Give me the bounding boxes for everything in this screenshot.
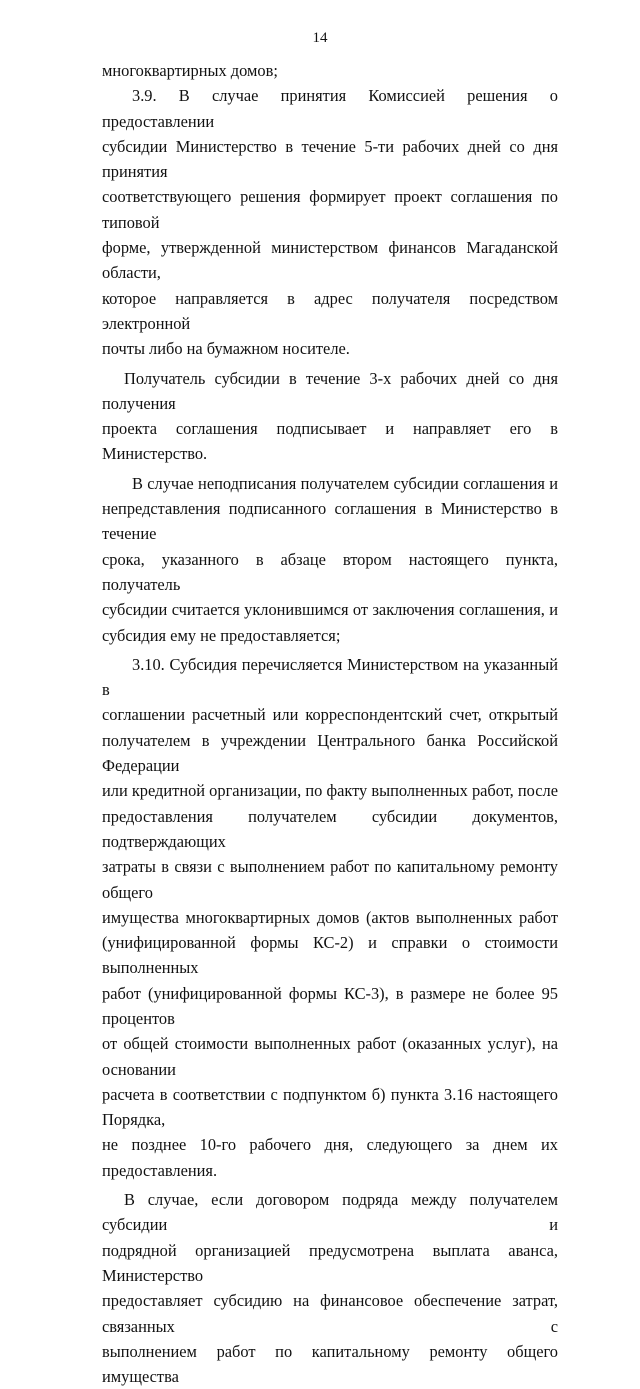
text-line: В случае, если договором подряда между получателем субсидии и xyxy=(102,1190,558,1235)
text-line: расчета в соответствии с подпунктом б) пункта 3.16 настоящего Порядка, xyxy=(102,1084,558,1130)
text-line: субсидии Министерство в течение 5-ти рабочих дней со дня принятия xyxy=(102,136,558,182)
text-line: соответствующего решения формирует проект соглашения по типовой xyxy=(102,187,558,232)
text-line: субсидии считается уклонившимся от заключения соглашения, и xyxy=(102,600,558,620)
text-line: предоставляет субсидию на финансовое обеспечение затрат, связанных с xyxy=(102,1291,558,1336)
text-line: затраты в связи с выполнением работ по капитальному ремонту общего xyxy=(102,857,558,902)
text-line: работ (унифицированной формы КС-3), в размере не более 95 процентов xyxy=(102,983,558,1028)
text-line: не позднее 10-го рабочего дня, следующего за днем их предоставления. xyxy=(102,1135,558,1180)
paragraph-3-10 xyxy=(102,652,558,1183)
text-line: проекта соглашения подписывает и направляет его в Министерство. xyxy=(102,419,558,464)
text-line: подрядной организацией предусмотрена выплата аванса, Министерство xyxy=(102,1240,558,1285)
text-line: 3.9. В случае принятия Комиссией решения о предоставлении xyxy=(102,86,558,131)
text-line: соглашении расчетный или корреспондентский счет, открытый xyxy=(102,705,558,725)
text-line: Получатель субсидии в течение 3-х рабочих дней со дня получения xyxy=(102,368,558,413)
text-line: получателем в учреждении Центрального банка Российской Федерации xyxy=(102,730,558,776)
paragraph-continuation xyxy=(102,58,558,83)
paragraph-recipient-signs xyxy=(102,366,558,467)
text-line: непредставления подписанного соглашения в Министерство в течение xyxy=(102,499,558,544)
paragraph-refusal xyxy=(102,471,558,648)
text-line: выполнением работ по капитальному ремонту общего имущества xyxy=(102,1341,558,1387)
text-line: субсидия ему не предоставляется; xyxy=(102,625,341,645)
text-line: многоквартирных домов; xyxy=(102,61,278,80)
text-line: В случае неподписания получателем субсидии соглашения и xyxy=(132,473,558,493)
text-line: или кредитной организации, по факту выполненных работ, после xyxy=(102,781,558,801)
document-body xyxy=(102,58,558,1389)
text-line: срока, указанного в абзаце втором настоящего пункта, получатель xyxy=(102,549,558,594)
text-line: почты либо на бумажном носителе. xyxy=(102,339,350,359)
text-line: предоставления получателем субсидии документов, подтверждающих xyxy=(102,806,558,851)
text-line: форме, утвержденной министерством финансов Магаданской области, xyxy=(102,238,558,283)
text-line: (унифицированной формы КС-2) и справки о стоимости выполненных xyxy=(102,933,558,978)
paragraph-3-9 xyxy=(102,83,558,361)
text-line: имущества многоквартирных домов (актов выполненных работ xyxy=(102,907,558,927)
page-number: 14 xyxy=(312,30,328,46)
paragraph-advance xyxy=(102,1187,558,1389)
text-line: 3.10. Субсидия перечисляется Министерством на указанный в xyxy=(102,654,558,700)
text-line: которое направляется в адрес получателя посредством электронной xyxy=(102,288,558,333)
text-line: от общей стоимости выполненных работ (оказанных услуг), на основании xyxy=(102,1034,558,1079)
